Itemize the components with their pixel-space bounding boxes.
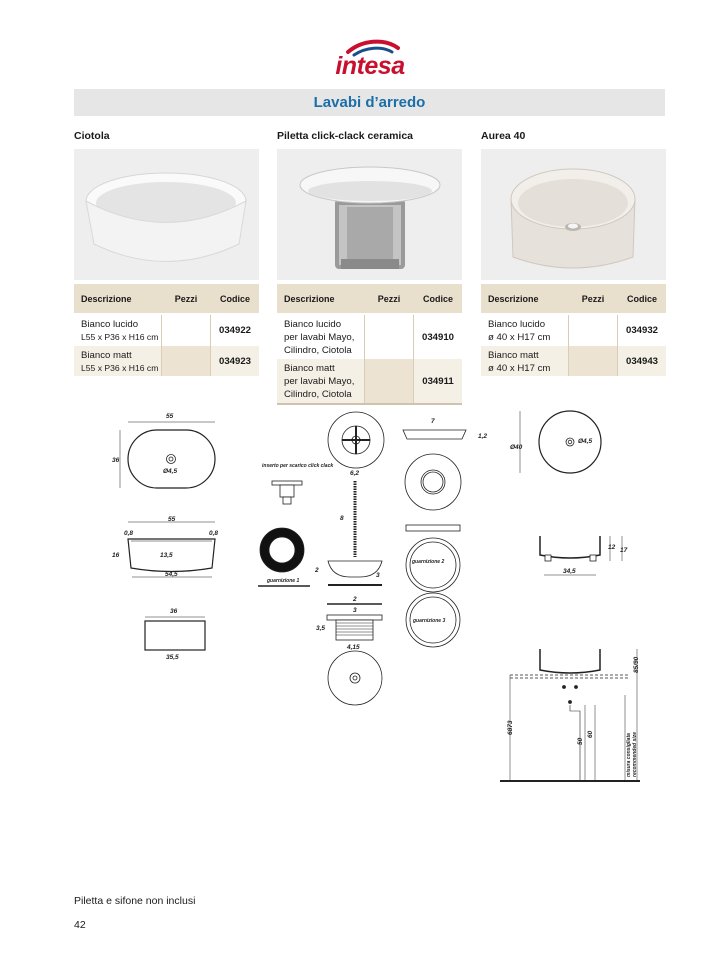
header-description: Descrizione [488, 293, 539, 304]
product-photo-piletta [277, 149, 462, 280]
ciotola-drawings [112, 413, 218, 661]
row-code: 034923 [218, 355, 251, 367]
brand-logo [330, 38, 410, 82]
dim-h-50: 50 [577, 737, 584, 745]
svg-text:2: 2 [353, 596, 357, 603]
row-finish: Bianco matt [488, 350, 539, 361]
dim-aurea-drain: Ø4,5 [578, 438, 593, 445]
header-code: Codice [626, 293, 657, 304]
gasket-2-label: guarnizione 2 [412, 559, 445, 565]
product-title: Ciotola [74, 130, 110, 142]
svg-text:3,5: 3,5 [316, 625, 326, 632]
row-note: per lavabi Mayo, [284, 376, 355, 387]
row-size: ø 40 x H17 cm [488, 363, 551, 374]
ciotola-end-view [145, 621, 205, 650]
gasket-2 [406, 538, 460, 592]
header-qty: Pezzi [377, 293, 401, 304]
header-description: Descrizione [284, 293, 335, 304]
cap-side-view [403, 430, 466, 439]
table-row [277, 359, 462, 403]
product-table [481, 284, 666, 376]
dim-height: 16 [112, 552, 120, 559]
dim-inner-height: 13,5 [160, 552, 173, 559]
dim-end-base: 35,5 [166, 654, 179, 661]
dim-base-width: 54,5 [165, 571, 178, 578]
header-description: Descrizione [81, 293, 132, 304]
row-qty[interactable] [364, 359, 414, 403]
table-header [74, 284, 259, 313]
product-aurea-40 [481, 130, 666, 374]
header-code: Codice [422, 293, 453, 304]
recommended-en: recommended size [632, 731, 638, 777]
gasket-3-label: guarnizione 3 [413, 618, 446, 624]
page-number: 42 [74, 919, 86, 931]
table-row [74, 315, 259, 346]
row-finish: Bianco lucido [488, 319, 546, 330]
piletta-drawings [258, 412, 487, 705]
dim-cap-width: 7 [431, 418, 435, 425]
dim-rod: 8 [340, 515, 344, 522]
dim-side-width: 55 [168, 516, 176, 523]
row-note: per lavabi Mayo, [284, 332, 355, 343]
row-code: 034911 [422, 375, 454, 387]
table-header [481, 284, 666, 313]
drain-bottom-view [328, 651, 382, 705]
dim-top-width: 55 [166, 413, 174, 420]
dim-drain: Ø4,5 [163, 468, 178, 475]
footnote: Piletta e sifone non inclusi [74, 895, 196, 907]
row-code: 034922 [218, 325, 251, 336]
row-size: ø 40 x H17 cm [488, 332, 551, 343]
product-title: Aurea 40 [481, 130, 526, 142]
row-qty[interactable] [161, 315, 211, 346]
row-finish: Bianco lucido [81, 319, 139, 330]
row-qty[interactable] [161, 346, 211, 376]
page-title: Lavabi d’arredo [313, 94, 426, 111]
row-finish: Bianco matt [81, 350, 132, 361]
dim-end-width: 36 [170, 608, 178, 615]
row-finish: Bianco matt [284, 363, 335, 374]
row-qty[interactable] [568, 346, 618, 376]
insert-label: inserto per scarico click clack [262, 463, 334, 469]
install-basin [540, 649, 600, 673]
row-code: 034943 [625, 355, 658, 367]
brand-name: intesa [335, 52, 405, 80]
product-photo-aurea [481, 149, 666, 280]
product-piletta [277, 130, 462, 400]
row-size: L55 x P36 x H16 cm [81, 363, 159, 373]
dim-h-60: 60 [587, 730, 594, 738]
row-size: L55 x P36 x H16 cm [81, 332, 159, 342]
dim-aurea-h-total: 17 [620, 547, 628, 554]
svg-text:3: 3 [353, 607, 357, 614]
row-code: 034932 [625, 325, 658, 336]
header-qty: Pezzi [174, 293, 198, 304]
row-note: Cilindro, Ciotola [284, 345, 352, 356]
dim-rim-left: 0,8 [124, 530, 134, 537]
ciotola-top-view [128, 430, 215, 488]
svg-text:3: 3 [376, 572, 380, 579]
table-header [277, 284, 462, 313]
table-row [277, 315, 462, 359]
row-finish: Bianco lucido [284, 319, 342, 330]
recommended-it: misura consigliata [626, 733, 632, 777]
product-title: Piletta click-clack ceramica [277, 130, 414, 142]
row-note: Cilindro, Ciotola [284, 389, 352, 400]
product-table [74, 284, 259, 376]
table-row [481, 315, 666, 346]
section-banner [74, 89, 665, 116]
drain-body [328, 561, 382, 577]
header-qty: Pezzi [581, 293, 605, 304]
product-photo-ciotola [74, 149, 259, 280]
dim-install-height: 6873 [507, 720, 514, 735]
dim-aurea-base: 34,5 [563, 568, 576, 575]
technical-drawings [100, 405, 660, 785]
row-code: 034910 [421, 331, 454, 343]
aurea-drawings [500, 411, 640, 781]
product-table [277, 284, 462, 405]
dim-rim-right: 0,8 [209, 530, 219, 537]
dim-h-top: 85/90 [633, 656, 640, 673]
svg-text:4,15: 4,15 [347, 644, 360, 651]
table-row [74, 346, 259, 376]
gasket-1-label: guarnizione 1 [267, 578, 300, 584]
table-row [481, 346, 666, 376]
dim-aurea-h-inner: 12 [608, 544, 616, 551]
dim-cap-height: 1,2 [478, 433, 488, 440]
row-qty[interactable] [364, 315, 414, 359]
dim-cap-diam: 6,2 [350, 470, 360, 477]
product-ciotola [74, 130, 259, 373]
row-qty[interactable] [568, 315, 618, 346]
dim-aurea-diameter: Ø40 [510, 444, 523, 451]
svg-text:2: 2 [315, 567, 319, 574]
dim-top-depth: 36 [112, 457, 120, 464]
header-code: Codice [219, 293, 250, 304]
